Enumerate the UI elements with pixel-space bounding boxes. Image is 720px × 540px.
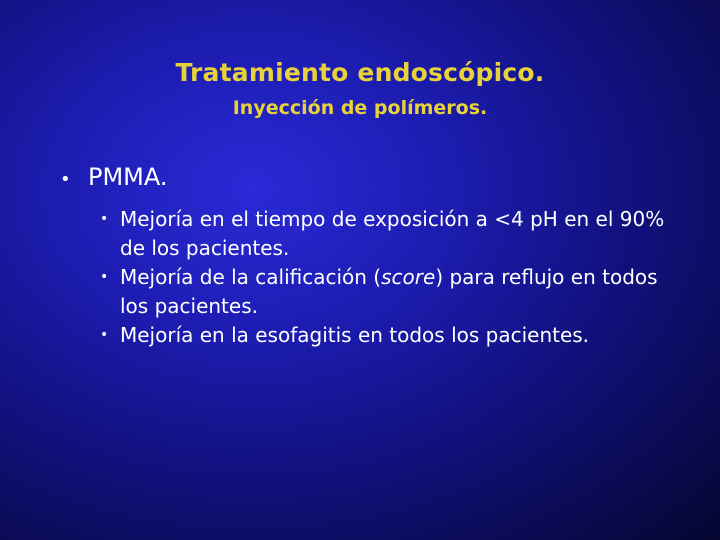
sub-bullet-dot-icon: • (100, 211, 109, 227)
sub-bullet-score-text (120, 263, 690, 321)
score-term: score (381, 265, 436, 289)
bullet-pmma (60, 160, 690, 197)
slide-subtitle: Inyección de polímeros. (232, 97, 488, 119)
sub-bullet-esophagitis-text: Mejoría en la esofagitis en todos los pacientes. (120, 323, 590, 347)
sub-bullet-exposure-text: Mejoría en el tiempo de exposición a <4 pH en el 90% de los pacientes. (120, 207, 665, 260)
sub-bullet-exposure (100, 205, 690, 263)
sub-bullet-list (100, 205, 690, 350)
sub-bullet-esophagitis (100, 321, 690, 350)
slide-title: Tratamiento endoscópico. (175, 58, 545, 87)
sub-bullet-dot-icon: • (100, 327, 109, 343)
bullet-dot-icon: • (60, 169, 71, 190)
bullet-pmma-label: PMMA. (88, 163, 168, 191)
sub-bullet-dot-icon: • (100, 269, 109, 285)
slide-body (60, 160, 690, 350)
score-text-after: ) para reflujo en todos los pacientes. (120, 265, 658, 318)
sub-bullet-score (100, 263, 690, 321)
score-text-before: Mejoría de la calificación ( (120, 265, 382, 289)
